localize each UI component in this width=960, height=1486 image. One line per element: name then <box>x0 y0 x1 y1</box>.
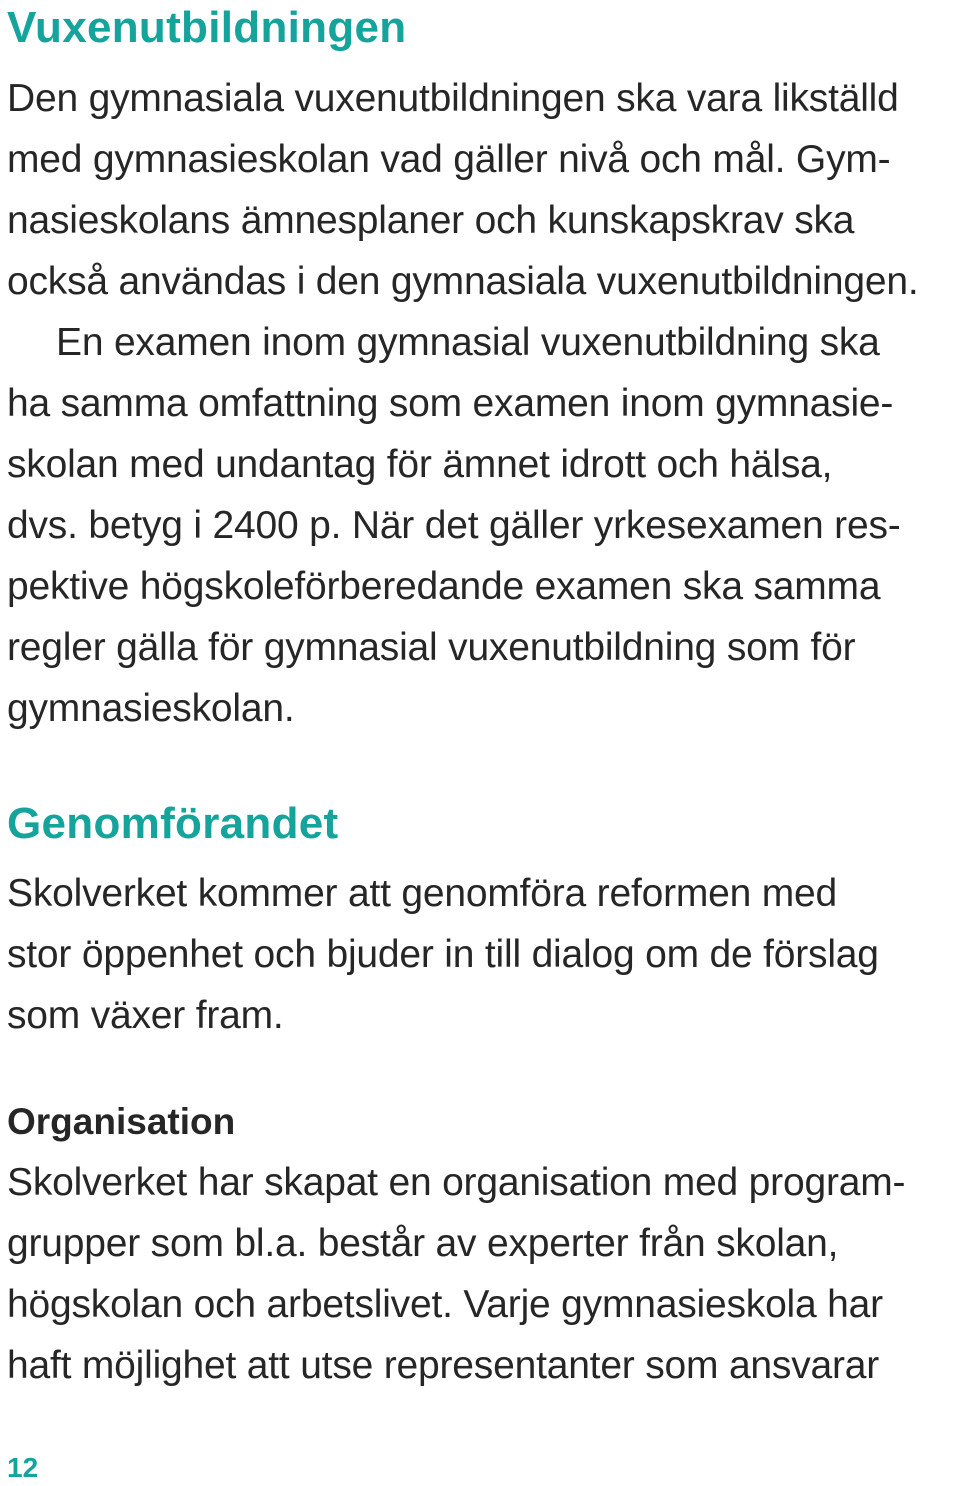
subheading-organisation: Organisation <box>7 1101 236 1142</box>
text-line: haft möjlighet att utse representanter som ansvarar <box>7 1344 880 1387</box>
text-line: skolan med undantag för ämnet idrott och hälsa, <box>7 443 833 486</box>
paragraph-organisation <box>7 1152 905 1396</box>
text-line: Skolverket har skapat en organisation med program- <box>7 1161 906 1204</box>
text-line: också användas i den gymnasiala vuxenutbildningen. <box>7 260 919 303</box>
text-line: Skolverket kommer att genomföra reformen med <box>7 872 838 915</box>
text-line: nasieskolans ämnesplaner och kunskapskrav ska <box>7 199 855 242</box>
section-heading-vuxenutbildningen: Vuxenutbildningen <box>7 3 407 52</box>
paragraph-genomforandet <box>7 863 879 1046</box>
text-line: högskolan och arbetslivet. Varje gymnasieskola har <box>7 1283 883 1326</box>
section-heading-genomforandet: Genomförandet <box>7 799 339 848</box>
text-line: regler gälla för gymnasial vuxenutbildning som för <box>7 626 856 669</box>
page-number: 12 <box>7 1452 39 1483</box>
text-line-indented: En examen inom gymnasial vuxenutbildning ska <box>56 321 880 364</box>
text-line: gymnasieskolan. <box>7 687 295 730</box>
text-line: Den gymnasiala vuxenutbildningen ska vara likställd <box>7 77 899 120</box>
text-line: dvs. betyg i 2400 p. När det gäller yrkesexamen res- <box>7 504 901 547</box>
text-line: ha samma omfattning som examen inom gymnasie- <box>7 382 894 425</box>
text-line: grupper som bl.a. består av experter från skolan, <box>7 1222 839 1265</box>
text-line: som växer fram. <box>7 994 284 1037</box>
paragraph-vuxenutbildningen <box>7 68 918 739</box>
text-line: med gymnasieskolan vad gäller nivå och mål. Gym- <box>7 138 891 181</box>
text-line: pektive högskoleförberedande examen ska samma <box>7 565 881 608</box>
text-line: stor öppenhet och bjuder in till dialog om de förslag <box>7 933 879 976</box>
